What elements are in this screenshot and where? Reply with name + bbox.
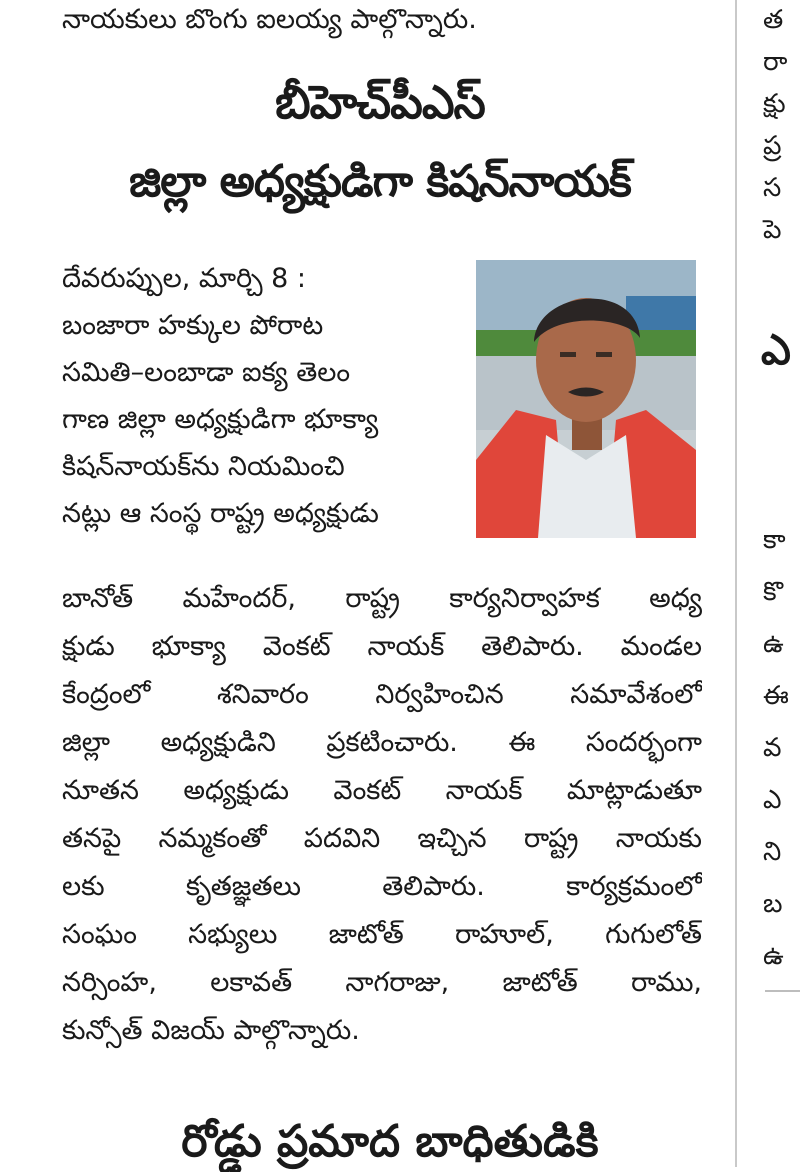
article-body-line: కిషన్‌నాయక్‌ను నియమించి [62,451,345,482]
column-divider [735,0,737,1167]
article-body-line: సంఘం సభ్యులు జాటోత్ రాహూల్, గుగులోత్ [62,919,702,950]
adjacent-column-text-fragment: పె [763,215,782,245]
article-body-line: నట్లు ఆ సంస్థ రాష్ట్ర అధ్యక్షుడు [62,498,379,529]
adjacent-column-text-fragment: వ [763,733,782,763]
article-body-line: నర్సింహ, లకావత్ నాగరాజు, జాటోత్ రాము, [62,967,702,998]
adjacent-column-text-fragment: బ [763,889,783,919]
article-body-line: జిల్లా అధ్యక్షుడిని ప్రకటించారు. ఈ సందర్భంగా [62,727,702,758]
adjacent-column-text-fragment: ఉ [763,941,784,971]
article-headline: జిల్లా అధ్యక్షుడిగా కిషన్‌నాయక్ [129,156,631,207]
article-body-line: కున్సోత్ విజయ్ పాల్గొన్నారు. [62,1015,360,1046]
article-body-line: దేవరుప్పుల, మార్చి 8 : [62,263,307,294]
adjacent-column-heading-fragment: ఎ [761,325,791,374]
portrait-photo [476,260,696,538]
adjacent-column-text-fragment: ఉ [763,629,784,659]
article-body-line: తనపై నమ్మకంతో పదవిని ఇచ్చిన రాష్ట్ర నాయకు [62,823,702,854]
adjacent-column-text-fragment: ని [763,837,782,867]
next-article-headline: రోడ్డు ప్రమాద బాధితుడికి [181,1116,599,1167]
article-kicker: బీహెచ్‌పీఎస్ [275,75,485,129]
adjacent-column-rule [765,990,800,992]
adjacent-column-text-fragment: ప్ర [763,131,782,161]
adjacent-column-text-fragment: క్షు [763,89,786,119]
article-body-line: క్షుడు భూక్యా వెంకట్ నాయక్ తెలిపారు. మండల [62,631,702,662]
previous-article-last-line: నాయకులు బొంగు ఐలయ్య పాల్గొన్నారు. [62,4,477,35]
adjacent-column-text-fragment: రా [763,47,788,77]
adjacent-column-text-fragment: ఎ [763,785,782,815]
adjacent-column-text-fragment: కా [763,525,786,555]
article-body-line: సమితి–లంబాడా ఐక్య తెలం [62,357,351,388]
adjacent-column-fragment [755,0,800,1167]
adjacent-column-text-fragment: ఈ [763,681,789,711]
article-body-line: బంజారా హక్కుల పోరాట [62,310,324,341]
adjacent-column-text-fragment: స [763,173,782,203]
article-body-line: కేంద్రంలో శనివారం నిర్వహించిన సమావేశంలో [62,679,702,710]
adjacent-column-text-fragment: కొ [763,577,784,607]
article-body-line: లకు కృతజ్ఞతలు తెలిపారు. కార్యక్రమంలో [62,871,702,902]
article-body-line: బానోత్ మహేందర్, రాష్ట్ర కార్యనిర్వాహక అధ్య [62,583,702,614]
article-body-line: గాణ జిల్లా అధ్యక్షుడిగా భూక్యా [62,404,379,435]
adjacent-column-text-fragment: త [763,5,784,35]
article-body-line: నూతన అధ్యక్షుడు వెంకట్ నాయక్ మాట్లాడుతూ [62,775,702,806]
portrait-illustration [476,260,696,538]
